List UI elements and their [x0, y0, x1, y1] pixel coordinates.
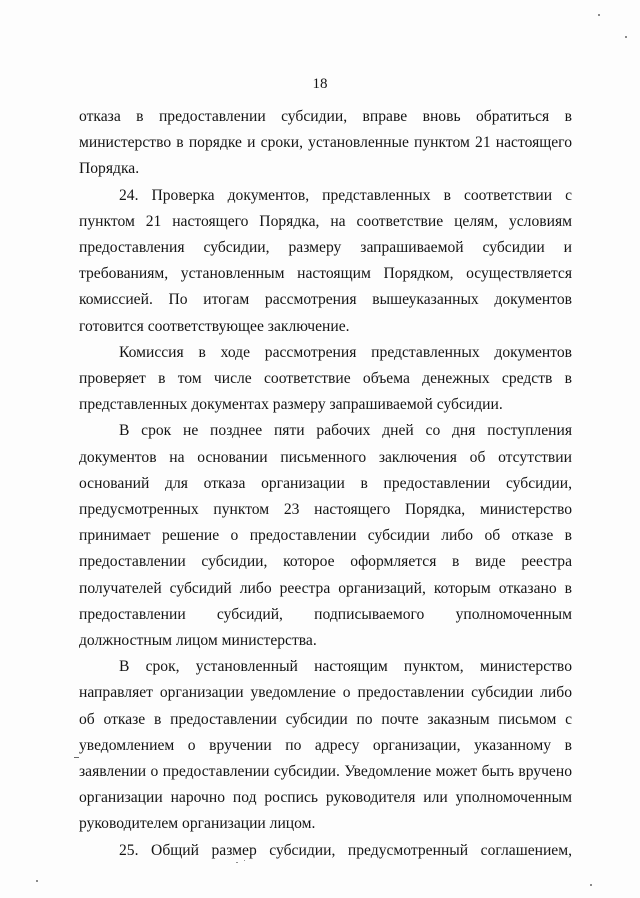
paragraph-commission: Комиссия в ходе рассмотрения представленных документов проверяет в том числе соответствие объема денежных средств в представленных документах размеру запрашиваемой субсидии.: [79, 343, 572, 414]
scan-speck: [244, 860, 245, 861]
scan-speck: [236, 862, 238, 863]
scan-speck: [590, 884, 592, 886]
scan-speck: [74, 757, 79, 758]
paragraph-decision: В срок не позднее пяти рабочих дней со дня поступления документов на основании письменного заключения об отсутствии оснований для отказа организации в предоставлении субсидии, предусмотренных пунктом 23 настоящего Порядка, министерство принимает решение о предоставлении субсидии либо об отказе в предоставлении субсидии, которое оформляется в виде реестра получателей субсидий либо реестра организаций, которым отказано в предоставлении субсидий, подписываемого уполномоченным должностным лицом министерства.: [79, 422, 572, 650]
scan-speck: [598, 14, 600, 16]
body-text: [79, 104, 572, 864]
paragraph-notification: В срок, установленный настоящим пунктом, министерство направляет организации уведомление о предоставлении субсидии либо об отказе в предоставлении субсидии по почте заказным письмом с уведомлением о вручении по адресу организации, указанному в заявлении о предоставлении субсидии. Уведомление может быть вручено организации нарочно под роспись руководителя или уполномоченным руководителем организации лицом.: [79, 658, 572, 833]
scan-speck: [625, 36, 627, 38]
paragraph-item-25: 25. Общий размер субсидии, предусмотренный соглашением,: [119, 841, 572, 859]
paragraph-item-24: 24. Проверка документов, представленных в соответствии с пунктом 21 настоящего Порядка, на соответствие целям, условиям предоставления субсидии, размеру запрашиваемой субсидии и требованиям, установленным настоящим Порядком, осуществляется комиссией. По итогам рассмотрения вышеуказанных документов готовится соответствующее заключение.: [79, 186, 572, 335]
paragraph-continuation: отказа в предоставлении субсидии, вправе вновь обратиться в министерство в порядке и сроки, установленные пунктом 21 настоящего Порядка.: [79, 108, 572, 178]
page-number: 18: [312, 76, 328, 92]
scan-speck: [36, 880, 38, 882]
